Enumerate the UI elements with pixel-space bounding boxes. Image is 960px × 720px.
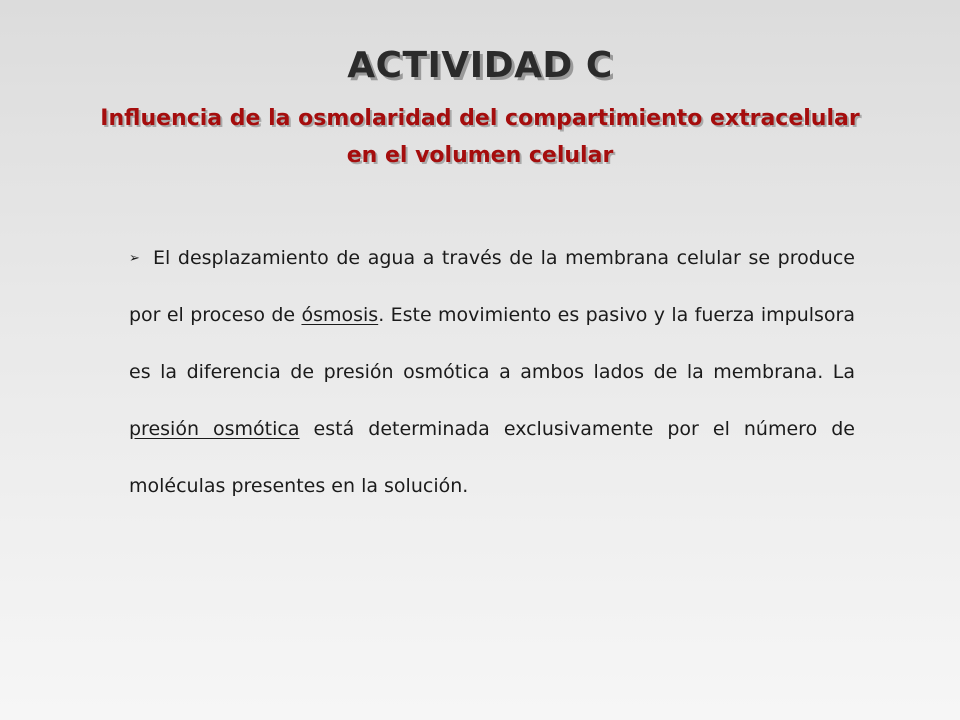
body-paragraph — [129, 230, 855, 515]
slide-subtitle — [40, 100, 920, 174]
paragraph-text-part-2: . Este movimiento es pasivo y la fuerza impulsora es la diferencia de presión osmótica a ambos lados de la membrana. La — [129, 304, 855, 383]
paragraph-text-part-1: El desplazamiento de agua a través de la membrana celular se produce por el proceso de — [129, 247, 855, 326]
subtitle-line-2: en el volumen celular — [346, 143, 614, 168]
term-presion-osmotica: presión osmótica — [129, 418, 300, 440]
slide-title: ACTIVIDAD C — [347, 45, 613, 86]
subtitle-line-1: Influencia de la osmolaridad del compartimiento extracelular — [100, 106, 860, 131]
term-osmosis: ósmosis — [301, 304, 379, 326]
arrow-bullet-icon: ➢ — [129, 251, 140, 266]
paragraph-text-part-3: está determinada exclusivamente por el número de moléculas presentes en la solución. — [129, 418, 855, 497]
